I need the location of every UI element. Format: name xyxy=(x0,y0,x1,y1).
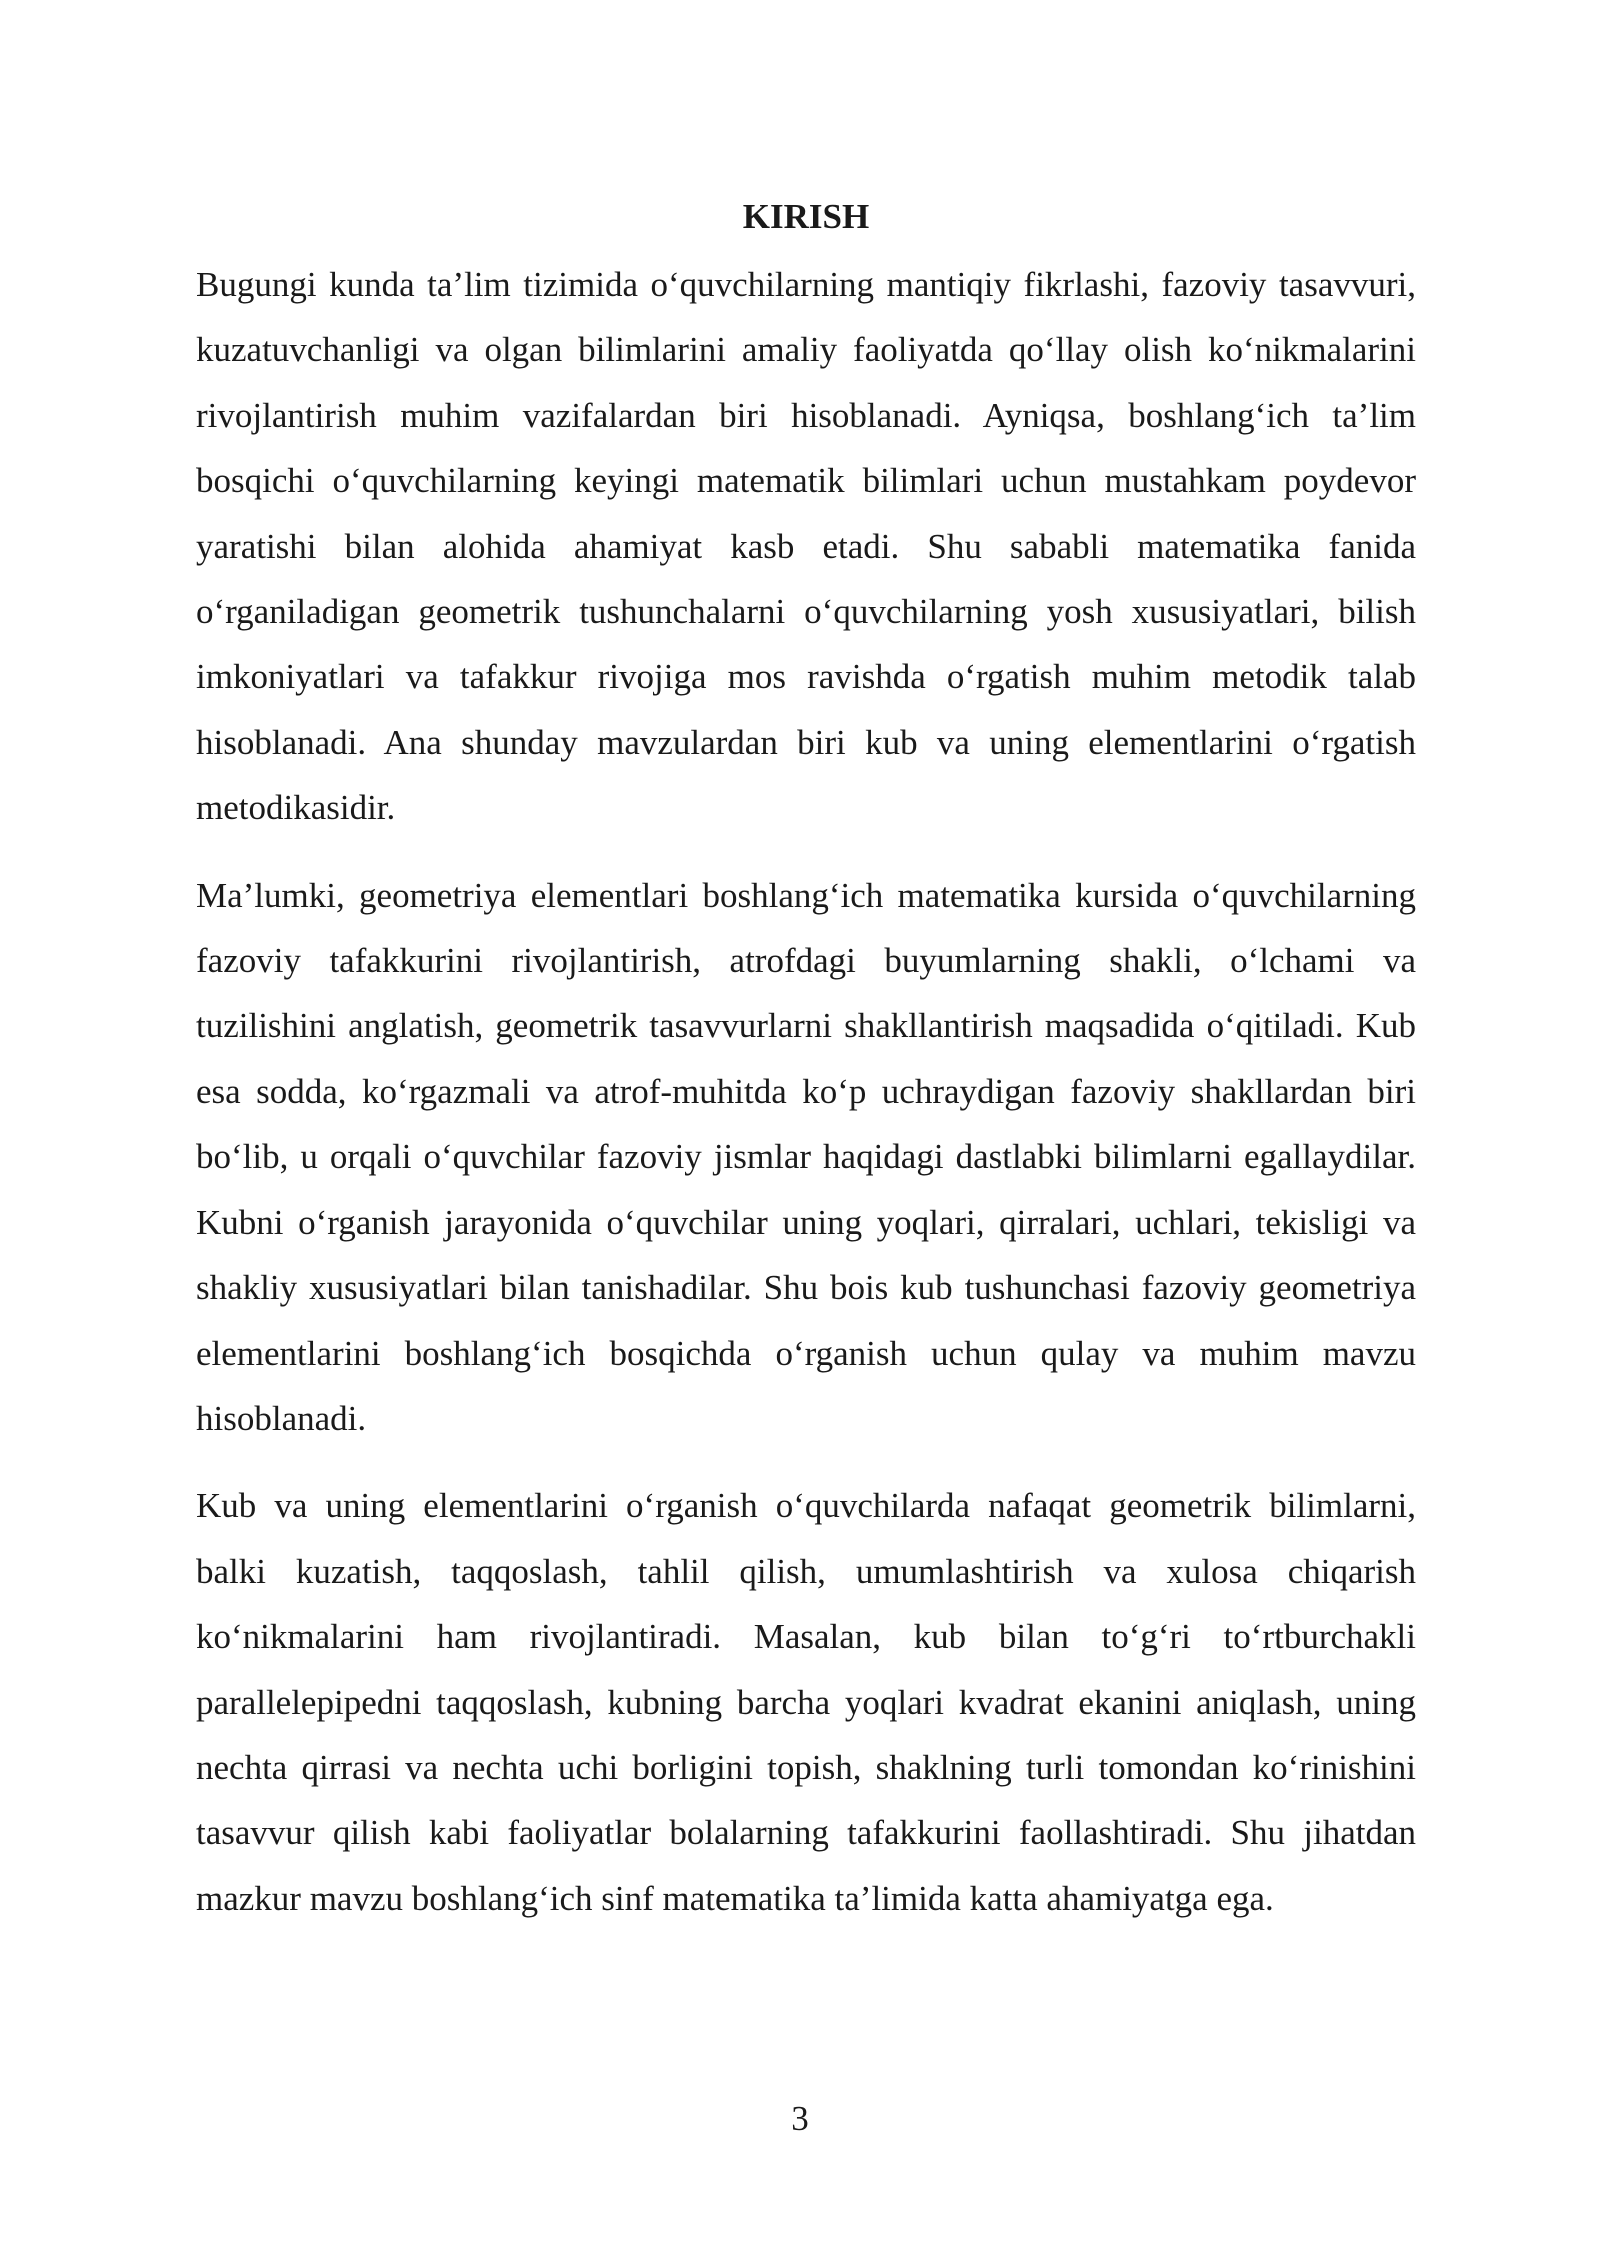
paragraph-3: Kub va uning elementlarini o‘rganish o‘quvchilarda nafaqat geometrik bilimlarni, balki kuzatish, taqqoslash, tahlil qilish, umumlashtirish va xulosa chiqarish ko‘nikmalarini ham rivojlantiradi. Masalan, kub bilan to‘g‘ri to‘rtburchakli parallelepipedni taqqoslash, kubning barcha yoqlari kvadrat ekanini aniqlash, uning nechta qirrasi va nechta uchi borligini topish, shaklning turli tomondan ko‘rinishini tasavvur qilish kabi faoliyatlar bolalarning tafakkurini faollashtiradi. Shu jihatdan mazkur mavzu boshlang‘ich sinf matematika ta’limida katta ahamiyatga ega. xyxy=(196,1486,1416,1918)
paragraph-2: Ma’lumki, geometriya elementlari boshlang‘ich matematika kursida o‘quvchilarning fazoviy tafakkurini rivojlantirish, atrofdagi buyumlarning shakli, o‘lchami va tuzilishini anglatish, geometrik tasavvurlarni shakllantirish maqsadida o‘qitiladi. Kub esa sodda, ko‘rgazmali va atrof-muhitda ko‘p uchraydigan fazoviy shakllardan biri bo‘lib, u orqali o‘quvchilar fazoviy jismlar haqidagi dastlabki bilimlarni egallaydilar. Kubni o‘rganish jarayonida o‘quvchilar uning yoqlari, qirralari, uchlari, tekisligi va shakliy xususiyatlari bilan tanishadilar. Shu bois kub tushunchasi fazoviy geometriya elementlarini boshlang‘ich bosqichda o‘rganish uchun qulay va muhim mavzu hisoblanadi. xyxy=(196,875,1416,1438)
section-heading: KIRISH xyxy=(742,197,870,236)
page-number: 3 xyxy=(791,2099,809,2138)
page-content xyxy=(196,192,1416,1953)
paragraph-1: Bugungi kunda ta’lim tizimida o‘quvchilarning mantiqiy fikrlashi, fazoviy tasavvuri, kuzatuvchanligi va olgan bilimlarini amaliy faoliyatda qo‘llay olish ko‘nikmalarini rivojlantirish muhim vazifalardan biri hisoblanadi. Ayniqsa, boshlang‘ich ta’lim bosqichi o‘quvchilarning keyingi matematik bilimlari uchun mustahkam poydevor yaratishi bilan alohida ahamiyat kasb etadi. Shu sababli matematika fanida o‘rganiladigan geometrik tushunchalarni o‘quvchilarning yosh xususiyatlari, bilish imkoniyatlari va tafakkur rivojiga mos ravishda o‘rgatish muhim metodik talab hisoblanadi. Ana shunday mavzulardan biri kub va uning elementlarini o‘rgatish metodikasidir. xyxy=(196,265,1416,828)
